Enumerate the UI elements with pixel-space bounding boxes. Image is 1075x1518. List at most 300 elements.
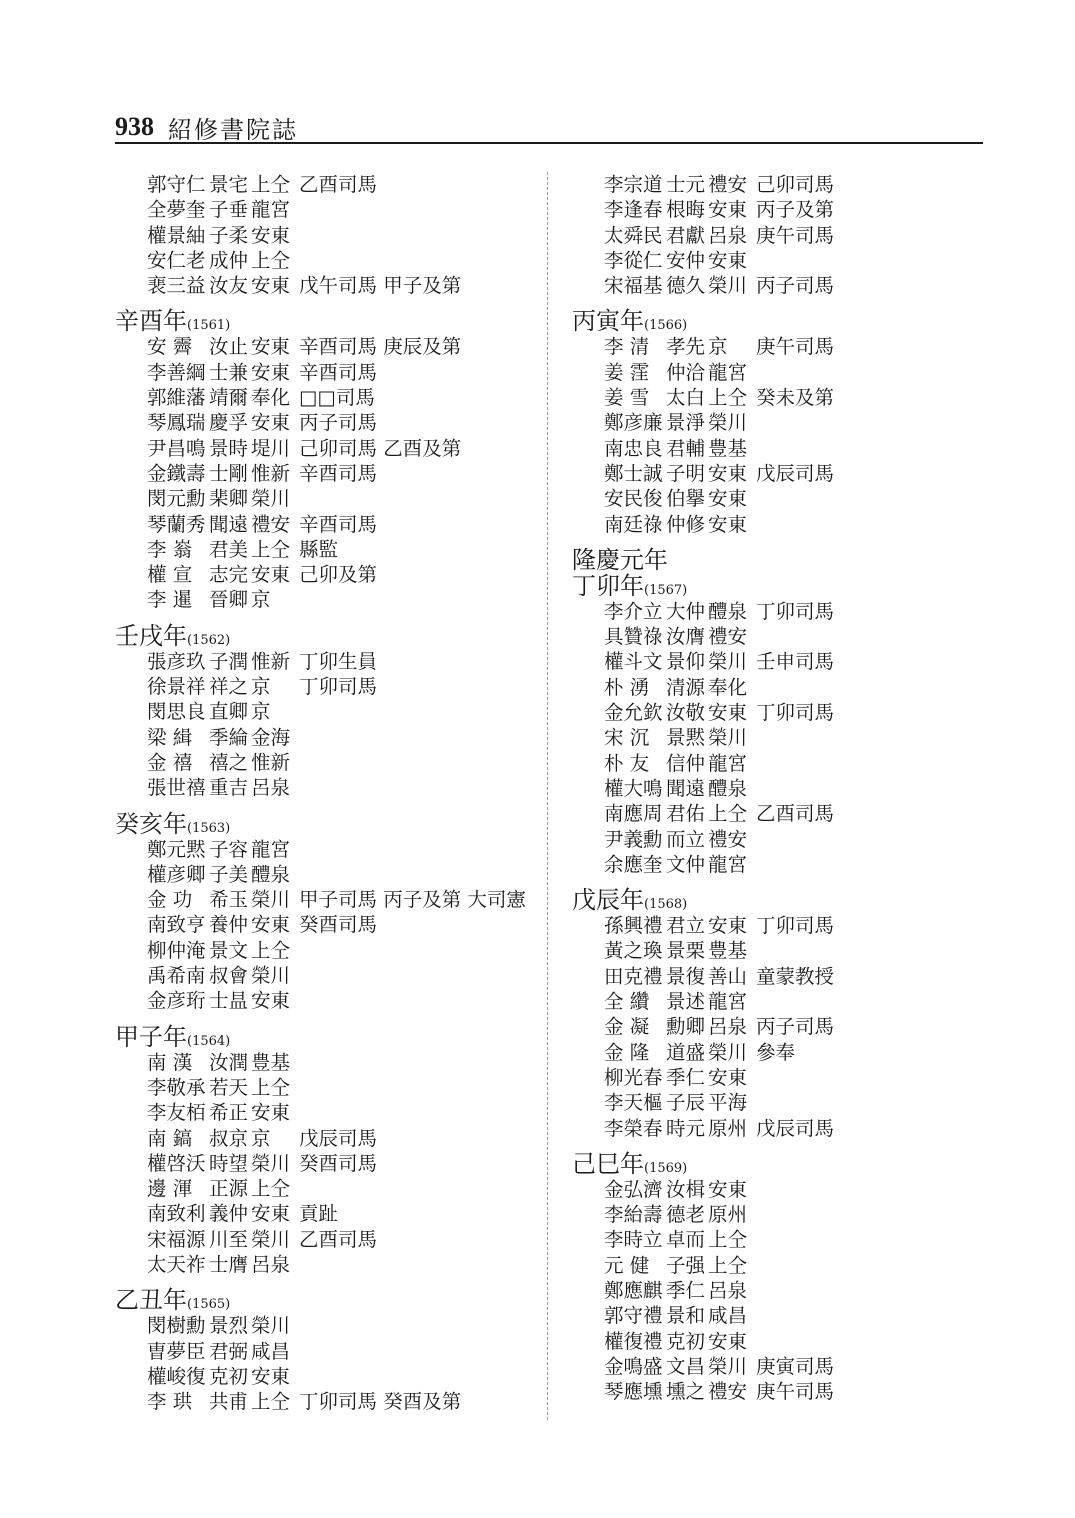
courtesy-name: 汝潤 — [209, 1050, 249, 1074]
list-item — [572, 248, 992, 273]
courtesy-name: 晉卿 — [209, 588, 249, 612]
home-region: 平海 — [708, 1091, 748, 1115]
courtesy-name: 汝友 — [209, 274, 249, 298]
year-section — [115, 308, 535, 612]
exam-notes: 己卯司馬 — [756, 173, 835, 196]
page-header — [115, 110, 983, 144]
person-name: 朴 湧 — [604, 675, 650, 699]
home-region: 禮安 — [251, 512, 291, 536]
courtesy-name: 道盛 — [666, 1040, 706, 1064]
person-name: 李榮春 — [604, 1116, 663, 1140]
person-name: 李逢春 — [604, 198, 663, 222]
list-item — [572, 1014, 992, 1039]
person-name: 禹希南 — [147, 964, 206, 988]
courtesy-name: 聞遠 — [209, 512, 249, 536]
courtesy-name: 安仲 — [666, 248, 706, 272]
courtesy-name: 共甫 — [209, 1390, 249, 1414]
year-section — [572, 887, 992, 1141]
exam-notes: 戊午司馬 甲子及第 — [299, 274, 462, 298]
courtesy-name: 汝止 — [209, 335, 249, 359]
exam-notes: 縣監 — [299, 537, 339, 561]
list-item — [115, 1313, 535, 1338]
list-item — [572, 197, 992, 222]
list-item — [115, 1176, 535, 1201]
home-region: 榮川 — [251, 964, 291, 988]
courtesy-name: 德老 — [666, 1203, 706, 1227]
person-name: 鄭彦廉 — [604, 411, 663, 435]
home-region: 安東 — [708, 914, 748, 938]
home-region: 安東 — [251, 223, 291, 247]
person-name: 李紿壽 — [604, 1203, 663, 1227]
year-section — [572, 308, 992, 536]
exam-notes: 辛酉司馬 — [299, 360, 378, 384]
courtesy-name: 養仲 — [209, 913, 249, 937]
home-region: 安東 — [708, 1065, 748, 1089]
person-name: 柳光春 — [604, 1065, 663, 1089]
exam-notes: 庚午司馬 — [756, 1380, 835, 1404]
courtesy-name: 禧之 — [209, 750, 249, 774]
person-name: 郭守仁 — [147, 173, 206, 196]
home-region: 咸昌 — [251, 1339, 291, 1363]
person-name: 張彦玖 — [147, 649, 206, 673]
person-name: 權峻復 — [147, 1364, 206, 1388]
person-name: 梁 緝 — [147, 725, 193, 749]
exam-notes: 辛酉司馬 — [299, 461, 378, 485]
list-item — [572, 436, 992, 461]
list-item — [115, 699, 535, 724]
home-region: 榮川 — [251, 888, 291, 912]
person-name: 姜 雪 — [604, 386, 650, 410]
home-region: 醴泉 — [251, 862, 291, 886]
home-region: 京 — [251, 1126, 271, 1150]
home-region: 安東 — [708, 487, 748, 511]
book-title: 紹修書院誌 — [168, 116, 298, 144]
home-region: 豊基 — [708, 436, 748, 460]
person-name: 尹義勳 — [604, 827, 663, 851]
column-divider — [547, 172, 548, 1420]
person-name: 安仁老 — [147, 248, 206, 272]
home-region: 安東 — [708, 1329, 748, 1353]
year-number: (1569) — [644, 1160, 688, 1176]
list-item — [115, 248, 535, 273]
list-item — [115, 1252, 535, 1277]
exam-notes: 丁卯司馬 癸酉及第 — [299, 1390, 462, 1414]
person-name: 閔思良 — [147, 700, 206, 724]
courtesy-name: 德久 — [666, 274, 706, 298]
courtesy-name: 季仁 — [666, 1278, 706, 1302]
courtesy-name: 子容 — [209, 837, 249, 861]
courtesy-name: 季綸 — [209, 725, 249, 749]
list-item — [115, 1339, 535, 1364]
list-item — [115, 963, 535, 988]
person-name: 裵三益 — [147, 274, 206, 298]
list-item — [572, 172, 992, 197]
exam-notes: 乙酉司馬 — [299, 173, 378, 196]
home-region: 奉化 — [708, 675, 748, 699]
exam-notes: 丁卯司馬 — [756, 914, 835, 938]
person-name: 李敬承 — [147, 1075, 206, 1099]
courtesy-name: 勳卿 — [666, 1015, 706, 1039]
exam-notes: 童蒙教授 — [756, 964, 835, 988]
person-name: 金彦珩 — [147, 989, 206, 1013]
exam-notes: 乙酉司馬 — [756, 802, 835, 826]
person-name: 張世禧 — [147, 776, 206, 800]
home-region: 上仝 — [708, 802, 748, 826]
list-item — [115, 988, 535, 1013]
list-item — [572, 1329, 992, 1354]
courtesy-name: 景淨 — [666, 411, 706, 435]
list-item — [115, 1151, 535, 1176]
person-name: 李 暹 — [147, 588, 193, 612]
list-item — [572, 1227, 992, 1252]
home-region: 安東 — [251, 1202, 291, 1226]
courtesy-name: 士元 — [666, 173, 706, 196]
exam-notes: 辛酉司馬 — [299, 512, 378, 536]
list-item — [115, 1364, 535, 1389]
left-column — [115, 172, 535, 1424]
courtesy-name: 景仰 — [666, 650, 706, 674]
person-name: 宋福源 — [147, 1227, 206, 1251]
exam-notes: 戊辰司馬 — [756, 1116, 835, 1140]
home-region: 龍宮 — [708, 360, 748, 384]
courtesy-name: 而立 — [666, 827, 706, 851]
list-item — [115, 385, 535, 410]
list-item — [115, 486, 535, 511]
courtesy-name: 希正 — [209, 1101, 249, 1125]
home-region: 安東 — [251, 411, 291, 435]
year-number: (1567) — [644, 582, 688, 598]
home-region: 醴泉 — [708, 599, 748, 623]
home-region: 上仝 — [708, 1253, 748, 1277]
exam-notes: 乙酉司馬 — [299, 1227, 378, 1251]
list-item — [572, 1202, 992, 1227]
list-item — [572, 410, 992, 435]
home-region: 龍宮 — [708, 990, 748, 1014]
person-name: 李善綱 — [147, 360, 206, 384]
list-item — [115, 172, 535, 197]
person-name: 李 清 — [604, 335, 650, 359]
home-region: 豊基 — [708, 939, 748, 963]
year-section — [572, 1151, 992, 1405]
person-name: 李友栢 — [147, 1101, 206, 1125]
home-region: 榮川 — [251, 1151, 291, 1175]
year-label: 戊辰年 — [572, 886, 644, 915]
year-number: (1565) — [187, 1297, 231, 1313]
list-item — [115, 1075, 535, 1100]
home-region: 榮川 — [708, 274, 748, 298]
year-heading — [115, 623, 535, 649]
person-name: 金鐵壽 — [147, 461, 206, 485]
home-region: 安東 — [251, 335, 291, 359]
list-item — [572, 385, 992, 410]
exam-notes: 甲子司馬 丙子及第 大司憲 — [299, 888, 526, 912]
courtesy-name: 克初 — [209, 1364, 249, 1388]
home-region: 安東 — [708, 198, 748, 222]
home-region: 善山 — [708, 964, 748, 988]
home-region: 上仝 — [251, 1075, 291, 1099]
courtesy-name: 子强 — [666, 1253, 706, 1277]
home-region: 榮川 — [708, 650, 748, 674]
list-item — [115, 837, 535, 862]
home-region: 原州 — [708, 1116, 748, 1140]
home-region: 榮川 — [708, 726, 748, 750]
year-section — [115, 1024, 535, 1278]
courtesy-name: 慶孚 — [209, 411, 249, 435]
person-name: 郭維藩 — [147, 386, 206, 410]
person-name: 權景紬 — [147, 223, 206, 247]
home-region: 禮安 — [708, 827, 748, 851]
year-number: (1566) — [644, 318, 688, 334]
exam-notes: 庚午司馬 — [756, 223, 835, 247]
list-item — [115, 587, 535, 612]
exam-notes: 丙子及第 — [756, 198, 835, 222]
person-name: 金允欽 — [604, 701, 663, 725]
year-section — [115, 172, 535, 298]
courtesy-name: 景栗 — [666, 939, 706, 963]
list-item — [572, 334, 992, 359]
home-region: 榮川 — [251, 487, 291, 511]
person-name: 李 珙 — [147, 1390, 193, 1414]
home-region: 榮川 — [708, 1040, 748, 1064]
home-region: 京 — [251, 675, 271, 699]
list-item — [572, 1065, 992, 1090]
list-item — [572, 512, 992, 537]
year-label: 丙寅年 — [572, 307, 644, 336]
courtesy-name: 仲洽 — [666, 360, 706, 384]
home-region: 安東 — [251, 274, 291, 298]
home-region: 呂泉 — [708, 1015, 748, 1039]
home-region: 龍宮 — [251, 837, 291, 861]
list-item — [115, 360, 535, 385]
person-name: 李時立 — [604, 1228, 663, 1252]
year-label: 壬戌年 — [115, 621, 187, 650]
list-item — [572, 1354, 992, 1379]
home-region: 京 — [708, 335, 728, 359]
year-section — [572, 172, 992, 298]
courtesy-name: 士兼 — [209, 360, 249, 384]
list-item — [115, 938, 535, 963]
list-item — [572, 1090, 992, 1115]
home-region: 榮川 — [708, 411, 748, 435]
year-number: (1564) — [187, 1033, 231, 1049]
home-region: 安東 — [708, 701, 748, 725]
home-region: 龍宮 — [708, 751, 748, 775]
courtesy-name: 子柔 — [209, 223, 249, 247]
list-item — [115, 1050, 535, 1075]
courtesy-name: 壎之 — [666, 1380, 706, 1404]
home-region: 豊基 — [251, 1050, 291, 1074]
courtesy-name: 汝膺 — [666, 625, 706, 649]
courtesy-name: 景述 — [666, 990, 706, 1014]
home-region: 禮安 — [708, 1380, 748, 1404]
courtesy-name: 靖爾 — [209, 386, 249, 410]
courtesy-name: 志完 — [209, 563, 249, 587]
list-item — [572, 649, 992, 674]
person-name: 李介立 — [604, 599, 663, 623]
home-region: 安東 — [708, 248, 748, 272]
home-region: 榮川 — [708, 1354, 748, 1378]
courtesy-name: 子辰 — [666, 1091, 706, 1115]
exam-notes: □□司馬 — [299, 386, 375, 410]
person-name: 鄭元黙 — [147, 837, 206, 861]
courtesy-name: 大仲 — [666, 599, 706, 623]
person-name: 徐景祥 — [147, 675, 206, 699]
courtesy-name: 祥之 — [209, 675, 249, 699]
home-region: 京 — [251, 588, 271, 612]
exam-notes: 丁卯司馬 — [756, 701, 835, 725]
list-item — [572, 776, 992, 801]
list-item — [572, 827, 992, 852]
home-region: 呂泉 — [708, 223, 748, 247]
exam-notes: 癸未及第 — [756, 386, 835, 410]
list-item — [115, 649, 535, 674]
exam-notes: 參奉 — [756, 1040, 796, 1064]
person-name: 李天樞 — [604, 1091, 663, 1115]
person-name: 尹昌鳴 — [147, 436, 206, 460]
courtesy-name: 重吉 — [209, 776, 249, 800]
year-section — [115, 811, 535, 1014]
list-item — [572, 751, 992, 776]
courtesy-name: 景復 — [666, 964, 706, 988]
courtesy-name: 子明 — [666, 461, 706, 485]
list-item — [572, 1379, 992, 1404]
courtesy-name: 正源 — [209, 1177, 249, 1201]
list-item — [572, 938, 992, 963]
year-label: 癸亥年 — [115, 809, 187, 838]
list-item — [115, 1389, 535, 1414]
home-region: 龍宮 — [708, 852, 748, 876]
person-name: 琴應壎 — [604, 1380, 663, 1404]
list-item — [115, 461, 535, 486]
person-name: 南 鎬 — [147, 1126, 193, 1150]
list-item — [572, 801, 992, 826]
courtesy-name: 叔會 — [209, 964, 249, 988]
person-name: 鄭士誠 — [604, 461, 663, 485]
courtesy-name: 卓而 — [666, 1228, 706, 1252]
person-name: 柳仲淹 — [147, 938, 206, 962]
year-label: 乙丑年 — [115, 1286, 187, 1315]
courtesy-name: 汝楫 — [666, 1177, 706, 1201]
person-name: 金 凝 — [604, 1015, 650, 1039]
courtesy-name: 景時 — [209, 436, 249, 460]
person-name: 南致亨 — [147, 913, 206, 937]
year-label: 己巳年 — [572, 1149, 644, 1178]
list-item — [115, 562, 535, 587]
courtesy-name: 景宅 — [209, 173, 249, 196]
courtesy-name: 子垂 — [209, 198, 249, 222]
home-region: 咸昌 — [708, 1304, 748, 1328]
exam-notes: 癸酉司馬 — [299, 1151, 378, 1175]
courtesy-name: 聞遠 — [666, 776, 706, 800]
courtesy-name: 時望 — [209, 1151, 249, 1175]
exam-notes: 丙子司馬 — [756, 274, 835, 298]
year-label: 辛酉年 — [115, 307, 187, 336]
person-name: 閔元勳 — [147, 487, 206, 511]
person-name: 權啓沃 — [147, 1151, 206, 1175]
home-region: 惟新 — [251, 649, 291, 673]
home-region: 禮安 — [708, 625, 748, 649]
list-item — [572, 989, 992, 1014]
home-region: 上仝 — [708, 386, 748, 410]
home-region: 上仝 — [251, 537, 291, 561]
courtesy-name: 景黙 — [666, 726, 706, 750]
courtesy-name: 清源 — [666, 675, 706, 699]
courtesy-name: 君佑 — [666, 802, 706, 826]
list-item — [572, 725, 992, 750]
courtesy-name: 景烈 — [209, 1314, 249, 1338]
home-region: 惟新 — [251, 750, 291, 774]
person-name: 元 健 — [604, 1253, 650, 1277]
person-name: 南 漢 — [147, 1050, 193, 1074]
home-region: 奉化 — [251, 386, 291, 410]
person-name: 全夢奎 — [147, 198, 206, 222]
exam-notes: 丁卯司馬 — [299, 675, 378, 699]
courtesy-name: 太白 — [666, 386, 706, 410]
year-number: (1563) — [187, 820, 231, 836]
person-name: 余應奎 — [604, 852, 663, 876]
list-item — [115, 887, 535, 912]
exam-notes: 戊辰司馬 — [299, 1126, 378, 1150]
exam-notes: 丙子司馬 — [299, 411, 378, 435]
person-name: 權斗文 — [604, 650, 663, 674]
courtesy-name: 子潤 — [209, 649, 249, 673]
courtesy-name: 希玉 — [209, 888, 249, 912]
person-name: 金 禧 — [147, 750, 193, 774]
home-region: 安東 — [251, 360, 291, 384]
list-item — [572, 964, 992, 989]
year-section — [115, 1287, 535, 1414]
person-name: 宋 沉 — [604, 726, 650, 750]
home-region: 金海 — [251, 725, 291, 749]
home-region: 安東 — [251, 989, 291, 1013]
year-heading — [115, 308, 535, 334]
exam-notes: 庚寅司馬 — [756, 1354, 835, 1378]
year-number: (1561) — [187, 318, 231, 334]
courtesy-name: 信仲 — [666, 751, 706, 775]
person-name: 李 嵡 — [147, 537, 193, 561]
exam-notes: 貢趾 — [299, 1202, 339, 1226]
courtesy-name: 直卿 — [209, 700, 249, 724]
exam-notes: 丁卯生員 — [299, 649, 378, 673]
courtesy-name: 若天 — [209, 1075, 249, 1099]
home-region: 惟新 — [251, 461, 291, 485]
list-item — [572, 1116, 992, 1141]
exam-notes: 庚午司馬 — [756, 335, 835, 359]
courtesy-name: 文昌 — [666, 1354, 706, 1378]
list-item — [572, 1253, 992, 1278]
home-region: 安東 — [251, 563, 291, 587]
list-item — [572, 461, 992, 486]
list-item — [572, 1040, 992, 1065]
home-region: 呂泉 — [251, 1252, 291, 1276]
year-number: (1568) — [644, 897, 688, 913]
courtesy-name: 義仲 — [209, 1202, 249, 1226]
courtesy-name: 棐卿 — [209, 487, 249, 511]
person-name: 金鳴盛 — [604, 1354, 663, 1378]
person-name: 鄭應麒 — [604, 1278, 663, 1302]
person-name: 權大鳴 — [604, 776, 663, 800]
courtesy-name: 川至 — [209, 1227, 249, 1251]
home-region: 京 — [251, 700, 271, 724]
exam-notes: 戊辰司馬 — [756, 461, 835, 485]
exam-notes: 丁卯司馬 — [756, 599, 835, 623]
person-name: 閔樹勳 — [147, 1314, 206, 1338]
person-name: 南忠良 — [604, 436, 663, 460]
person-name: 金 功 — [147, 888, 193, 912]
home-region: 呂泉 — [708, 1278, 748, 1302]
list-item — [115, 912, 535, 937]
home-region: 禮安 — [708, 173, 748, 196]
